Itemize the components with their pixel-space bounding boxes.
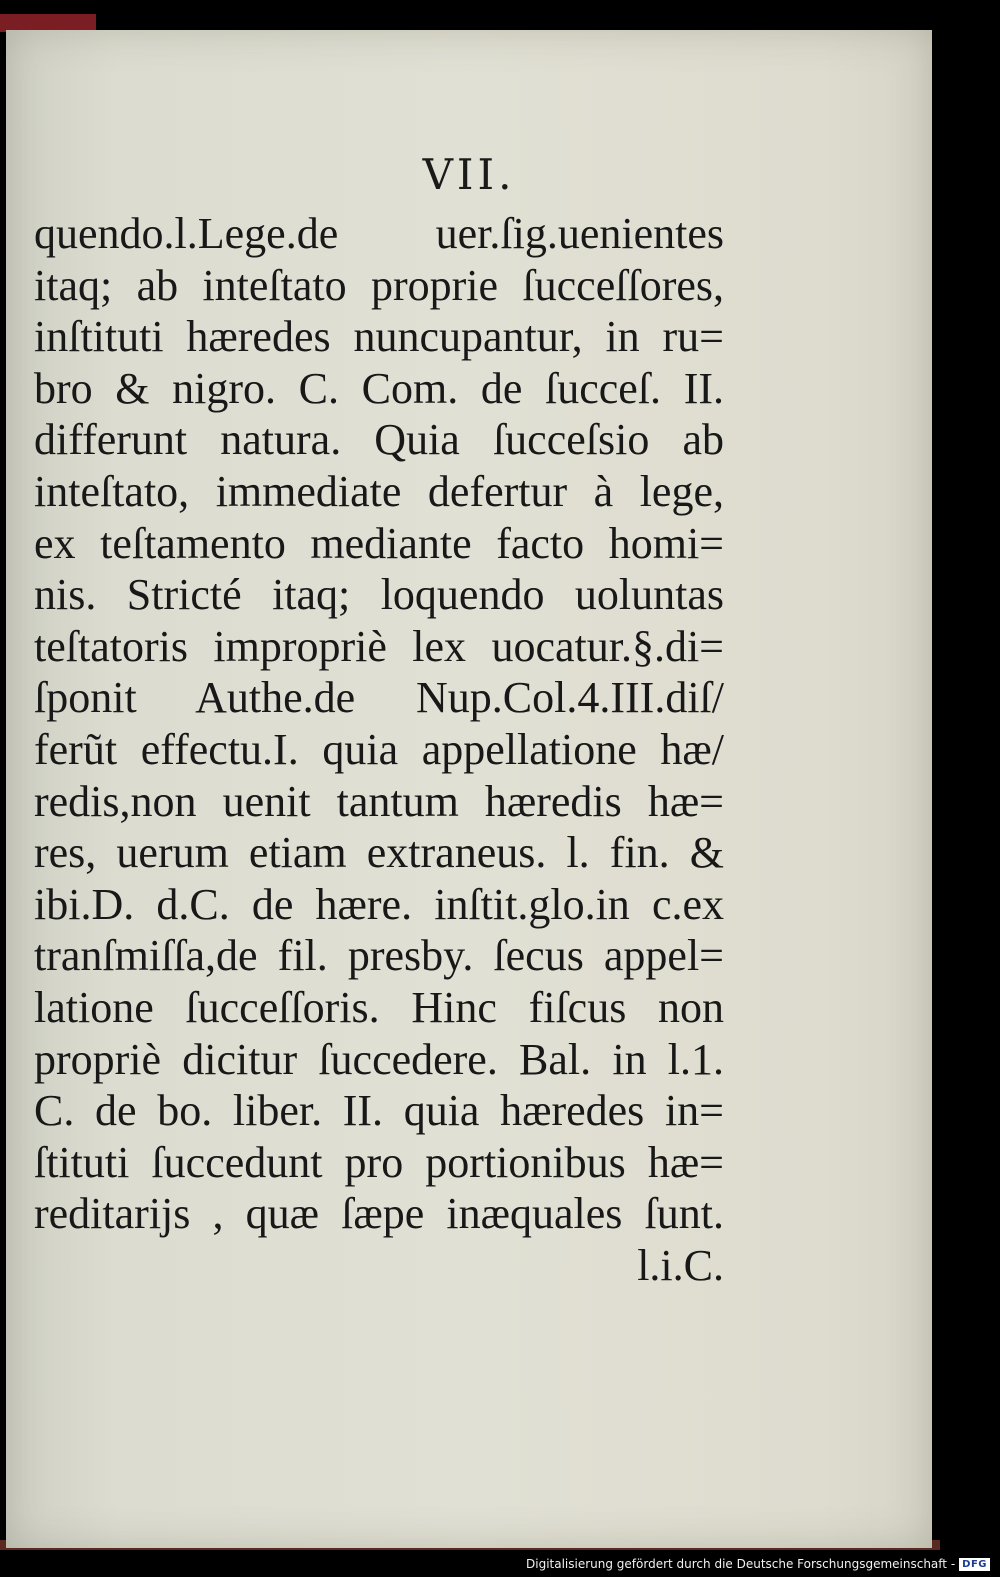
text-line: C. de bo. liber. II. quia hæredes in= xyxy=(34,1086,724,1136)
text-line: latione ſucceſſoris. Hinc fiſcus non xyxy=(34,982,724,1032)
text-line: differunt natura. Quia ſucceſsio ab xyxy=(34,415,724,465)
text-line: itaq; ab inteſtato proprie ſucceſſores, xyxy=(34,260,724,310)
text-line: ſponit Authe.de Nup.Col.4.III.diſ/ xyxy=(34,673,724,723)
funding-credit: Digitalisierung gefördert durch die Deutsche Forschungsgemeinschaft - xyxy=(526,1557,956,1571)
dfg-logo-icon: DFG xyxy=(959,1558,990,1571)
digitization-footer xyxy=(0,1553,1000,1575)
text-line: reditarijs , quæ ſæpe inæquales ſunt. xyxy=(34,1189,724,1239)
text-line: nis. Stricté itaq; loquendo uoluntas xyxy=(34,570,724,620)
text-line: ferũt effectu.I. quia appellatione hæ/ xyxy=(34,724,724,774)
text-line: inſtituti hæredes nuncupantur, in ru= xyxy=(34,312,724,362)
text-line: bro & nigro. C. Com. de ſucceſ. II. xyxy=(34,363,724,413)
text-line: propriè dicitur ſuccedere. Bal. in l.1. xyxy=(34,1034,724,1084)
text-line: ibi.D. d.C. de hære. inſtit.glo.in c.ex xyxy=(34,879,724,929)
text-line: res, uerum etiam extraneus. l. fin. & xyxy=(34,828,724,878)
text-line: quendo.l.Lege.de uer.ſig.uenientes xyxy=(34,209,724,258)
text-line: tranſmiſſa,de fil. presby. ſecus appel= xyxy=(34,931,724,981)
text-line: teſtatoris impropriè lex uocatur.§.di= xyxy=(34,621,724,671)
body-text xyxy=(34,208,724,1291)
catchword: l.i.C. xyxy=(637,1240,724,1290)
text-line: ſtituti ſuccedunt pro portionibus hæ= xyxy=(34,1137,724,1187)
folio-number: VII. xyxy=(422,150,516,199)
text-line: redis,non uenit tantum hæredis hæ= xyxy=(34,776,724,826)
text-line: ex teſtamento mediante facto homi= xyxy=(34,518,724,568)
text-line: inteſtato, immediate defertur à lege, xyxy=(34,466,724,516)
book-page xyxy=(6,30,932,1548)
